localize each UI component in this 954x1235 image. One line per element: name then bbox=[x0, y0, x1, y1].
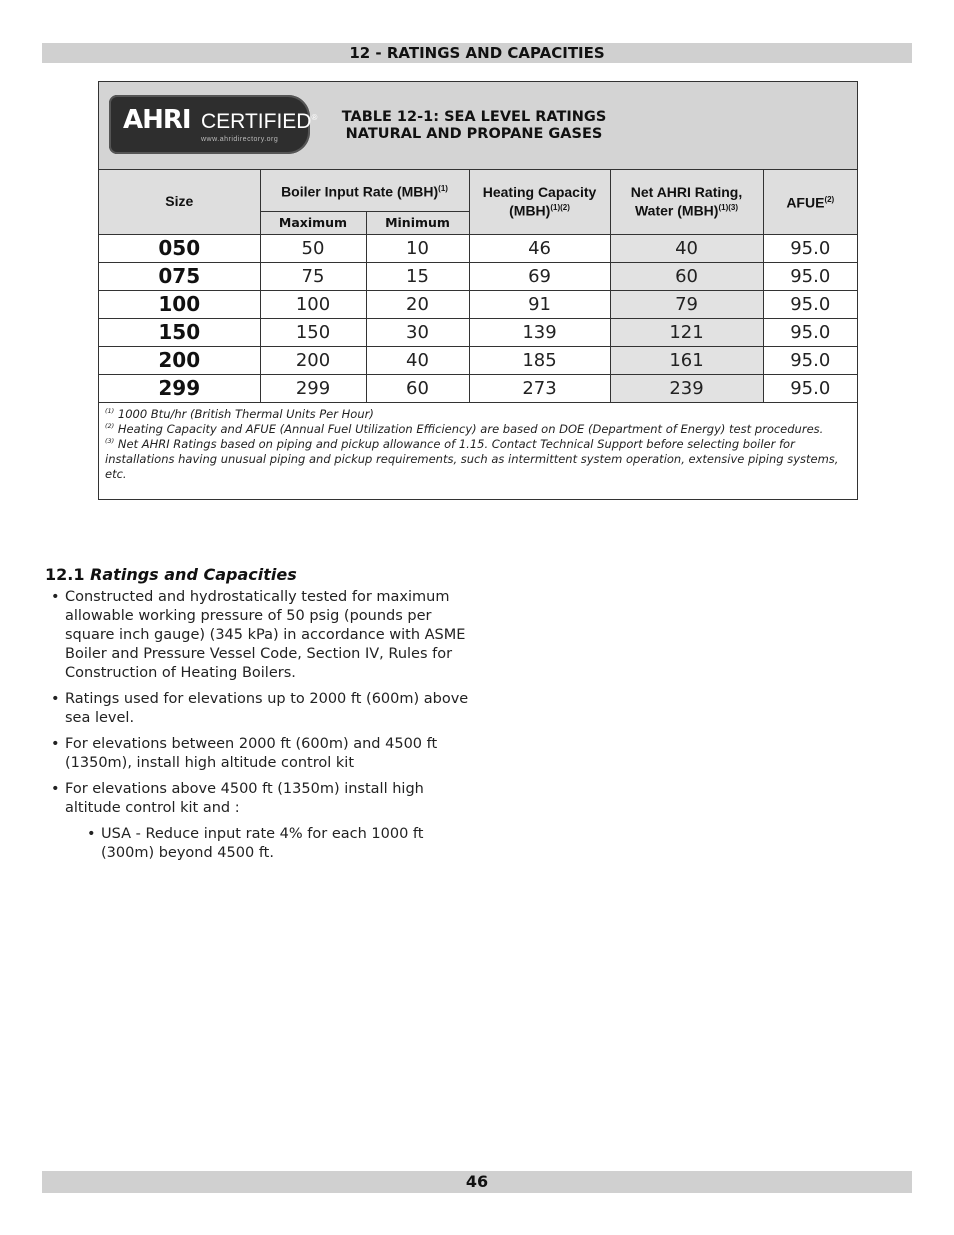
table-row bbox=[99, 346, 857, 374]
cell-net: 60 bbox=[610, 262, 763, 290]
cell-net: 239 bbox=[610, 374, 763, 402]
logo-brand: AHRI bbox=[123, 105, 191, 135]
ratings-table bbox=[99, 170, 857, 403]
col-header-afue: AFUE$^{(2)}$ bbox=[763, 170, 857, 234]
table-row bbox=[99, 262, 857, 290]
cell-net: 121 bbox=[610, 318, 763, 346]
cell-max: 100 bbox=[260, 290, 366, 318]
page-number: 46 bbox=[465, 1172, 489, 1191]
footnote-1: $^{(1)}$ 1000 Btu/hr (British Thermal Units Per Hour) bbox=[105, 407, 374, 421]
page-header bbox=[42, 43, 912, 63]
col-header-heating-capacity: Heating Capacity (MBH)$^{(1)(2)}$ bbox=[469, 170, 610, 234]
cell-min: 30 bbox=[366, 318, 469, 346]
list-item: • For elevations between 2000 ft (600m) and 4500 ft (1350m), install high altitude control kit bbox=[45, 735, 475, 773]
cell-min: 60 bbox=[366, 374, 469, 402]
cell-min: 40 bbox=[366, 346, 469, 374]
col-header-minimum: Minimum bbox=[366, 211, 469, 234]
section-bullet-list bbox=[45, 588, 475, 870]
sub-list-item: • USA - Reduce input rate 4% for each 1000 ft (300m) beyond 4500 ft. bbox=[81, 825, 475, 863]
cell-net: 161 bbox=[610, 346, 763, 374]
table-title-line2: NATURAL AND PROPANE GASES bbox=[345, 126, 603, 142]
cell-min: 10 bbox=[366, 234, 469, 262]
cell-net: 79 bbox=[610, 290, 763, 318]
cell-heating: 91 bbox=[469, 290, 610, 318]
col-header-boiler-input: Boiler Input Rate (MBH)$^{(1)}$ bbox=[260, 170, 469, 211]
cell-size: 200 bbox=[99, 346, 260, 374]
cell-size: 299 bbox=[99, 374, 260, 402]
cell-heating: 139 bbox=[469, 318, 610, 346]
logo-url: www.ahridirectory.org bbox=[201, 136, 279, 143]
table-header-panel bbox=[99, 82, 857, 170]
cell-size: 100 bbox=[99, 290, 260, 318]
cell-heating: 69 bbox=[469, 262, 610, 290]
footnote-3: $^{(3)}$ Net AHRI Ratings based on piping and pickup allowance of 1.15. Contact Technical Support before selecting boiler for installations having unusual piping and pickup requirements, such as intermittent system operation, extensive piping systems, etc. bbox=[105, 437, 839, 481]
cell-max: 200 bbox=[260, 346, 366, 374]
table-footnotes bbox=[105, 407, 850, 482]
cell-afue: 95.0 bbox=[763, 262, 857, 290]
cell-min: 15 bbox=[366, 262, 469, 290]
cell-afue: 95.0 bbox=[763, 318, 857, 346]
list-item: • Ratings used for elevations up to 2000 ft (600m) above sea level. bbox=[45, 690, 475, 728]
footnote-2: $^{(2)}$ Heating Capacity and AFUE (Annual Fuel Utilization Efficiency) are based on DOE (Department of Energy) test procedures. bbox=[105, 422, 824, 436]
table-row bbox=[99, 234, 857, 262]
cell-afue: 95.0 bbox=[763, 290, 857, 318]
ratings-table-box bbox=[98, 81, 858, 500]
cell-size: 075 bbox=[99, 262, 260, 290]
header-title: 12 - RATINGS AND CAPACITIES bbox=[349, 44, 605, 62]
cell-max: 75 bbox=[260, 262, 366, 290]
col-header-maximum: Maximum bbox=[260, 211, 366, 234]
col-header-size: Size bbox=[99, 170, 260, 234]
table-row bbox=[99, 290, 857, 318]
ahri-certified-logo bbox=[109, 95, 318, 154]
table-title-line1: TABLE 12-1: SEA LEVEL RATINGS bbox=[341, 109, 607, 125]
list-item: • For elevations above 4500 ft (1350m) install high altitude control kit and : bbox=[45, 780, 475, 818]
logo-certified-text: CERTIFIED® bbox=[201, 110, 318, 133]
page-footer bbox=[42, 1171, 912, 1193]
cell-min: 20 bbox=[366, 290, 469, 318]
table-row bbox=[99, 318, 857, 346]
table-title bbox=[324, 109, 624, 143]
cell-afue: 95.0 bbox=[763, 346, 857, 374]
cell-max: 150 bbox=[260, 318, 366, 346]
cell-afue: 95.0 bbox=[763, 234, 857, 262]
cell-max: 50 bbox=[260, 234, 366, 262]
cell-size: 150 bbox=[99, 318, 260, 346]
cell-max: 299 bbox=[260, 374, 366, 402]
cell-size: 050 bbox=[99, 234, 260, 262]
cell-afue: 95.0 bbox=[763, 374, 857, 402]
section-heading: 12.1 Ratings and Capacities bbox=[45, 565, 297, 584]
cell-heating: 273 bbox=[469, 374, 610, 402]
cell-heating: 46 bbox=[469, 234, 610, 262]
cell-net: 40 bbox=[610, 234, 763, 262]
cell-heating: 185 bbox=[469, 346, 610, 374]
table-row bbox=[99, 374, 857, 402]
col-header-net-ahri: Net AHRI Rating, Water (MBH)$^{(1)(3)}$ bbox=[610, 170, 763, 234]
list-item: • Constructed and hydrostatically tested for maximum allowable working pressure of 50 psig (pounds per square inch gauge) (345 kPa) in accordance with ASME Boiler and Pressure Vessel Code, Section IV, Rules for Construction of Heating Boilers. bbox=[45, 588, 475, 683]
